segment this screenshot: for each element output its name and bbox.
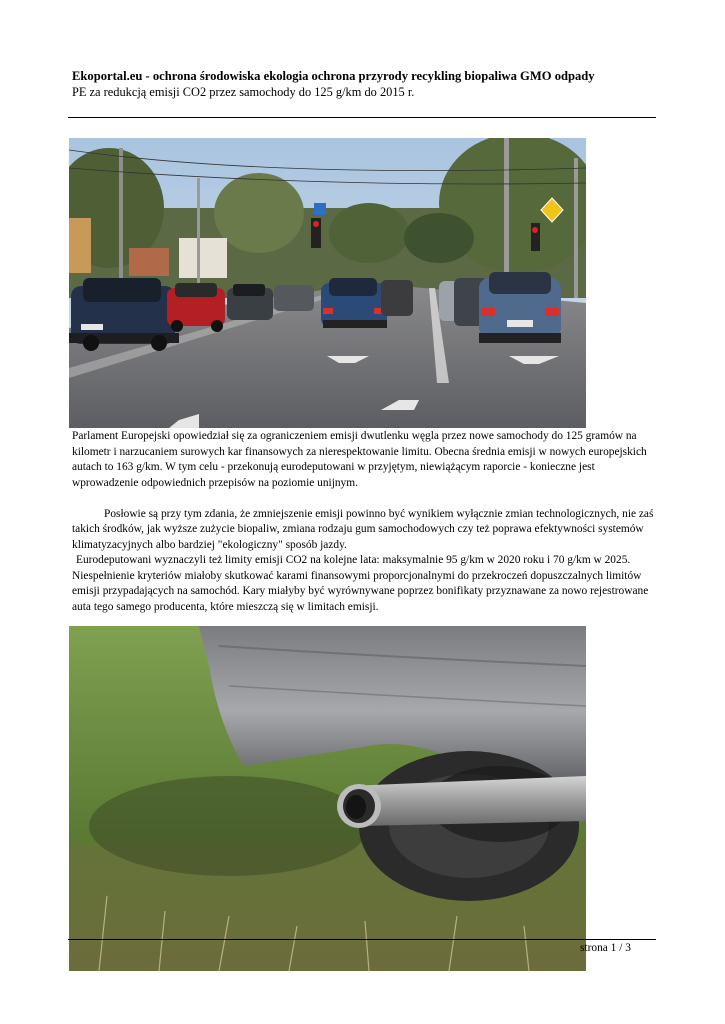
article-paragraph: Posłowie są przy tym zdania, że zmniejszenie emisji powinno być wynikiem wyłącznie zmian technologicznych, nie zaś takich środków, jak wyższe zużycie biopaliw, zmiana rodzaju gum samochodowych czy też poprawa efektywności systemów klimatyzacyjnych albo bardziej "ekologiczny" sposób jazdy. <box>72 507 654 551</box>
footer-divider <box>68 939 656 940</box>
article-subtitle: PE za redukcją emisji CO2 przez samochody do 125 g/km do 2015 r. <box>72 85 415 99</box>
article-paragraph: Parlament Europejski opowiedział się za ograniczeniem emisji dwutlenku węgla przez nowe samochody do 125 gramów na kilometr i narzucaniem surowych kar finansowych za nierespektowanie limitu. Obecna średnia emisji w nowych europejskich autach to 163 g/km. W tym celu - przekonują eurodeputowani w przyjętym, niewiążącym raporcie - konieczne jest wprowadzenie odpowiednich przepisów na poziomie unijnym. <box>72 430 647 489</box>
article-paragraph: Eurodeputowani wyznaczyli też limity emisji CO2 na kolejne lata: maksymalnie 95 g/km w 2020 roku i 70 g/km w 2025. Niespełnienie kryteriów miałoby skutkować karami finansowymi proporcjonalnymi do przekroczeń dopuszczalnych limitów emisji przypadających na samochód. Kary miałyby być wyrównywane poprzez bonifikaty przyznawane za nowo rejestrowane auta tego samego producenta, które mieszczą się w limitach emisji. <box>72 554 649 613</box>
site-title: Ekoportal.eu - ochrona środowiska ekologia ochrona przyrody recykling biopaliwa GMO odpady <box>72 69 595 83</box>
exhaust-pipe-photo <box>69 626 586 971</box>
page-number: strona 1 / 3 <box>580 942 631 954</box>
article-body <box>72 429 657 615</box>
header-divider <box>68 117 656 118</box>
page-header <box>72 68 672 100</box>
traffic-road-photo <box>69 138 586 428</box>
